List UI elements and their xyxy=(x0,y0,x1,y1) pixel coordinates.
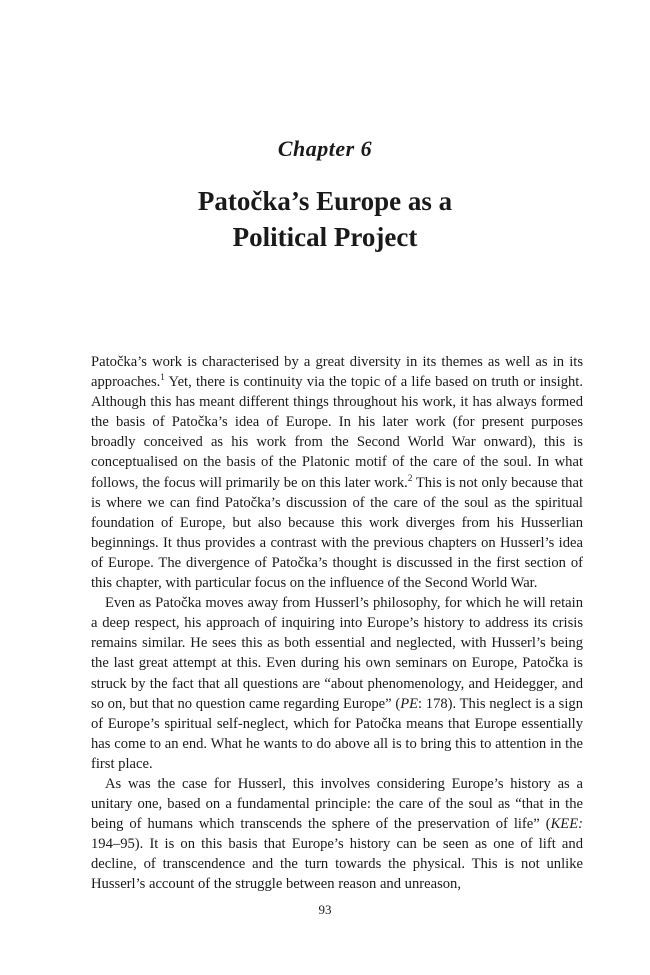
body-text xyxy=(91,352,583,895)
page-number: 93 xyxy=(318,902,332,917)
paragraph-3 xyxy=(91,774,583,895)
footnote-ref-1[interactable]: 1 xyxy=(160,372,165,383)
paragraph-3-text-a: As was the case for Husserl, this involves considering Europe’s history as a unitary one, based on a fundamental principle: the care of the soul as “that in the being of humans which transcends the sphere of the preservation of life” ( xyxy=(91,775,583,833)
chapter-title-line-2: Political Project xyxy=(232,222,418,252)
paragraph-1-text-b: Yet, there is continuity via the topic of a life based on truth or insight. Although this has meant different things throughout his work, it has always formed the basis of Patočka’s idea of Europe. In his later work (for present purposes broadly conceived as his work from the Second World War onward), this is conceptualised on the basis of the Platonic motif of the care of the soul. In what follows, the focus will primarily be on this later work. xyxy=(91,374,583,491)
paragraph-1-text-a: Patočka’s work is characterised by a great diversity in its themes as well as in its approaches. xyxy=(91,354,583,391)
paragraph-2-text-a: Even as Patočka moves away from Husserl’s philosophy, for which he will retain a deep respect, his approach of inquiring into Europe’s history to address its crisis remains similar. He sees this as both essential and neglected, with Husserl’s being the last great attempt at this. Even during his own seminars on Europe, Patočka is struck by the fact that all questions are “about phenomenology, and Heidegger, and so on, but that no question came regarding Europe” ( xyxy=(91,595,583,712)
chapter-title xyxy=(0,183,650,255)
paragraph-2-text-b: : 178). This neglect is a sign of Europe’s spiritual self-neglect, which for Patočka means that Europe essentially has come to an end. What he wants to do above all is to bring this to attention in the first place. xyxy=(91,695,583,772)
chapter-title-line-1: Patočka’s Europe as a xyxy=(197,186,453,216)
footnote-ref-2[interactable]: 2 xyxy=(407,472,413,483)
paragraph-1 xyxy=(91,352,583,593)
citation-kee: KEE: xyxy=(550,816,583,833)
citation-pe: PE xyxy=(400,695,419,712)
chapter-label: Chapter 6 xyxy=(277,136,373,161)
paragraph-3-text-b: 194–95). It is on this basis that Europe’s history can be seen as one of lift and decline, of transcendence and the turn towards the physical. This is not unlike Husserl’s account of the struggle between reason and unreason, xyxy=(91,836,583,893)
paragraph-2 xyxy=(91,593,583,774)
paragraph-1-text-c: This is not only because that is where we can find Patočka’s discussion of the care of the soul as the spiritual foundation of Europe, but also because this work diverges from his Husserlian beginnings. It thus provides a contrast with the previous chapters on Husserl’s idea of Europe. The divergence of Patočka’s thought is discussed in the first section of this chapter, with particular focus on the influence of the Second World War. xyxy=(91,474,583,592)
